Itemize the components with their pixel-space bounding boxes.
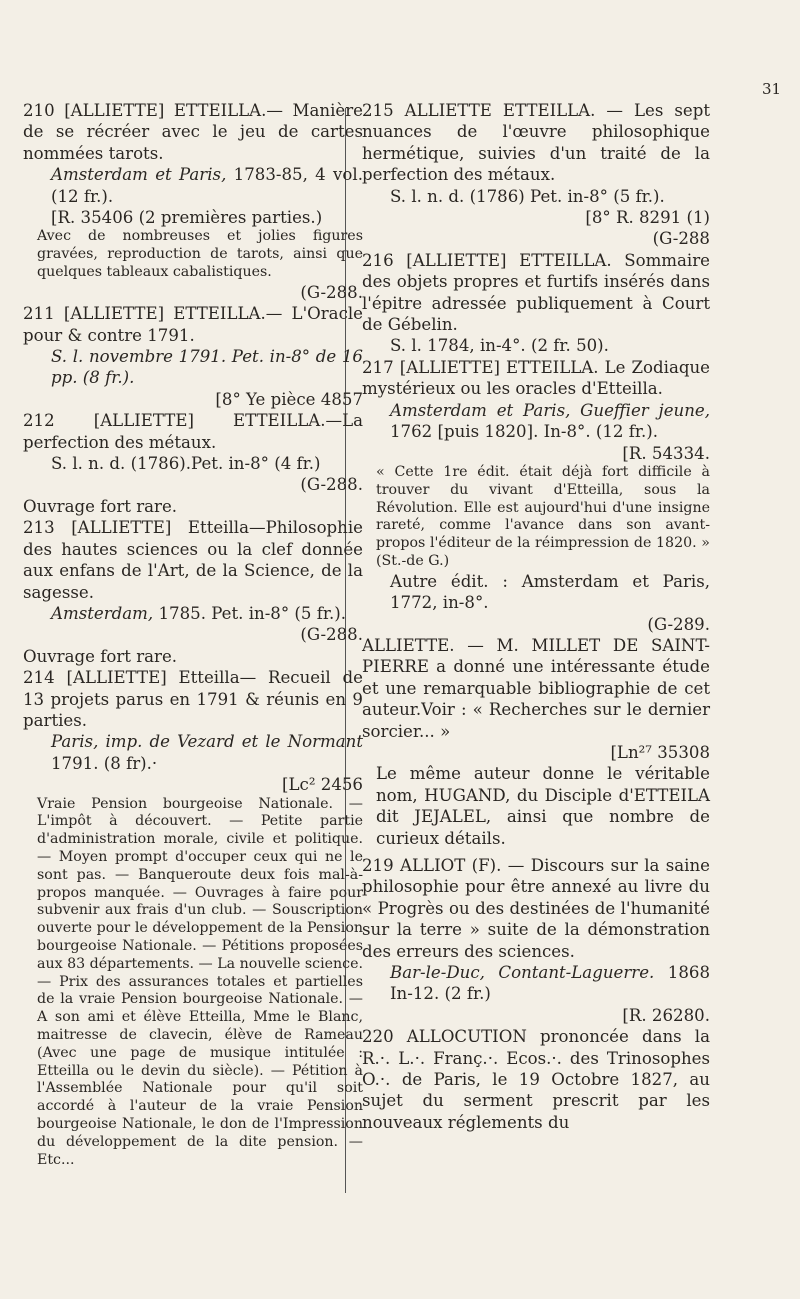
entry-219-head: 219 ALLIOT (F). — Discours sur la saine philosophie pour être annexé au livre du « Progrès ou des destinées de l'humanité sur la terre » suite de la démonstration des erreurs des sciences. [362, 855, 710, 961]
entry-219-pub: Bar-le-Duc, Contant-Laguerre. [390, 963, 655, 982]
entry-212-line2: S. l. n. d. (1786).Pet. in-8° (4 fr.) [51, 454, 321, 474]
entry-214-ref: [Lc² 2456 [282, 775, 363, 795]
entry-211-head: 211 [ALLIETTE] ETTEILLA.— L'Oracle pour & contre 1791. [23, 304, 363, 345]
entry-213-head: 213 [ALLIETTE] Etteilla—Philosophie des hautes sciences ou la clef donnée aux enfans de l'Art, de la Science, de la sagesse. [23, 518, 363, 602]
entry-210-ref: [R. 35406 (2 premières parties.) [51, 208, 323, 228]
entry-213-code: (G-288. [300, 625, 363, 645]
entry-211-ref: [8° Ye pièce 4857 [215, 389, 363, 409]
entry-210-code: (G-288. [300, 282, 363, 302]
entry-217-pub: Amsterdam et Paris, Gueffier jeune, [390, 400, 710, 420]
entry-214-pub: Paris, imp. de Vezard et le Normant [51, 732, 363, 752]
entry-217-code: (G-289. [647, 614, 710, 634]
left-column [23, 100, 363, 1169]
entry-210-head: 210 [ALLIETTE] ETTEILLA.— Manière de se récréer avec le jeu de cartes nommées tarots. [23, 101, 363, 163]
right-column [362, 100, 710, 1133]
entry-215-code: (G-288 [652, 229, 710, 249]
entry-217-ref2: [Ln²⁷ 35308 [610, 742, 710, 762]
entry-214-note: Vraie Pension bourgeoise Nationale. — L'impôt à découvert. — Petite partie d'administration morale, civile et politique. — Moyen prompt d'occuper ceux qui ne le sont pas. — Banqueroute deux fois mal-à-propos manquée. — Ouvrages à faire pour subvenir aux frais d'un club. — Souscription ouverte pour le développement de la Pension bourgeoise Nationale. — Pétitions proposées aux 83 départements. — La nouvelle science. — Prix des assurances totales et partielles de la vraie Pension bourgeoise Nationale. — A son ami et élève Etteilla, Mme le Blanc, maitresse de clavecin, élève de Rameau (Avec une page de musique intitulée : Etteilla ou le devin du siècle). — Pétition à l'Assemblée Nationale pour qu'il soit accordé à l'auteur de la vraie Pension bourgeoise Nationale, le don de l'Impression du développement de la dite pension. — Etc... [37, 795, 364, 1168]
entry-213-pub-rest: 1785. Pet. in-8° (5 fr.). [158, 603, 347, 623]
entry-217-ref: [R. 54334. [622, 443, 710, 463]
entry-213-rare: Ouvrage fort rare. [23, 646, 178, 666]
entry-213-pub: Amsterdam, [51, 603, 154, 623]
entry-219-ref: [R. 26280. [622, 1005, 710, 1025]
entry-212-head: 212 [ALLIETTE] ETTEILLA.—La perfection des métaux. [23, 411, 363, 452]
entry-217-other: Autre édit. : Amsterdam et Paris, 1772, in-8°. [390, 571, 710, 613]
entry-217-para: ALLIETTE. — M. MILLET DE SAINT-PIERRE a donné une intéressante étude et une remarquable bibliographie de cet auteur.Voir : « Recherches sur le dernier sorcier... » [362, 635, 710, 741]
entry-212-rare: Ouvrage fort rare. [23, 496, 178, 516]
entry-211-line2: S. l. novembre 1791. Pet. in-8° de 16 pp. (8 fr.). [51, 347, 363, 388]
entry-215-head: 215 ALLIETTE ETTEILLA. — Les sept nuances de l'œuvre philosophique hermétique, suivies d'un traité de la perfection des métaux. [362, 101, 710, 185]
entry-210-note: Avec de nombreuses et jolies figures gravées, reproduction de tarots, ainsi que quelques tableaux cabalistiques. [37, 228, 363, 281]
entry-217-para2: Le même auteur donne le véritable nom, HUGAND, du Disciple d'ETTEILA dit JEJALEL, ainsi que nombre de curieux détails. [376, 764, 710, 848]
entry-215-ref: [8° R. 8291 (1) [585, 208, 710, 228]
entry-214-pub-rest: 1791. (8 fr).· [51, 753, 158, 773]
entry-210-pub: Amsterdam et Paris, [51, 165, 227, 185]
entry-217-head: 217 [ALLIETTE] ETTEILLA. Le Zodiaque mystérieux ou les oracles d'Etteilla. [362, 357, 710, 399]
entry-212-code: (G-288. [300, 475, 363, 495]
entry-217-pub-rest: 1762 [puis 1820]. In-8°. (12 fr.). [390, 422, 659, 442]
entry-214-head: 214 [ALLIETTE] Etteilla— Recueil de 13 projets parus en 1791 & réunis en 9 parties. [23, 668, 363, 730]
entry-216-head: 216 [ALLIETTE] ETTEILLA. Sommaire des objets propres et furtifs insérés dans l'épitre adressée publiquement à Court de Gébelin. [362, 250, 710, 335]
entry-216-line2: S. l. 1784, in-4°. (2 fr. 50). [390, 336, 609, 356]
entry-215-line2: S. l. n. d. (1786) Pet. in-8° (5 fr.). [390, 186, 665, 206]
entry-219-pub-rest: 1868 In-12. (2 fr.) [390, 963, 711, 1004]
entry-217-note: « Cette 1re édit. était déjà fort difficile à trouver du vivant d'Etteilla, sous la Révolution. Elle est aujourd'hui d'une insigne rareté, comme l'avance dans son avant-propos l'éditeur de la réimpression de 1820. » (St.-de G.) [376, 463, 710, 569]
entry-210-pub-rest: 1783-85, 4 vol. (12 fr.). [51, 165, 363, 206]
page-number: 31 [762, 80, 782, 98]
entry-220-head: 220 ALLOCUTION prononcée dans la R.·. L.·. Franç.·. Ecos.·. des Trinosophes O.·. de Paris, le 19 Octobre 1827, au sujet du serment prescrit par les nouveaux réglements du [362, 1027, 710, 1132]
